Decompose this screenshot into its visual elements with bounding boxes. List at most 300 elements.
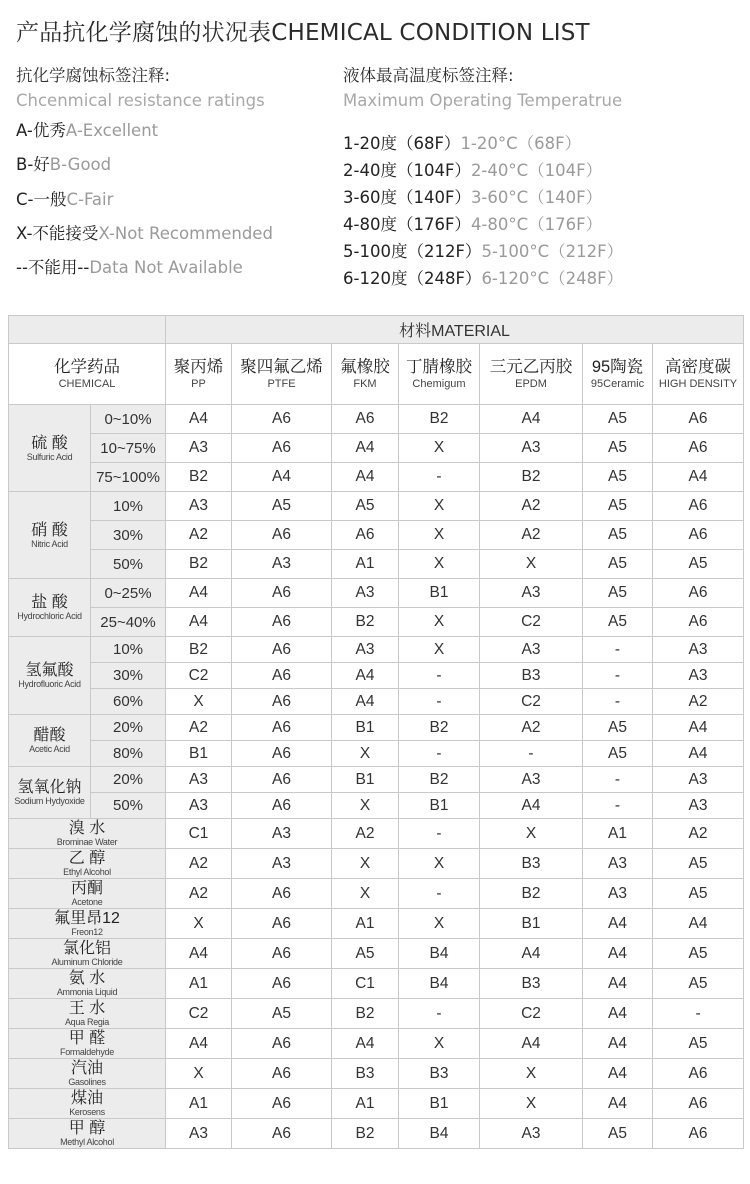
rating-cell: X: [399, 637, 480, 663]
rating-cell: X: [399, 608, 480, 637]
rating-cell: B2: [166, 550, 232, 579]
rating-cell: A4: [232, 463, 332, 492]
rating-cell: A4: [583, 1089, 653, 1119]
rating-cell: A6: [653, 1119, 744, 1149]
rating-cell: -: [583, 767, 653, 793]
rating-cell: A4: [583, 999, 653, 1029]
rating-cell: -: [399, 741, 480, 767]
rating-cell: A3: [232, 849, 332, 879]
rating-cell: B2: [166, 463, 232, 492]
rating-cell: A1: [332, 909, 399, 939]
page-title: 产品抗化学腐蚀的状况表CHEMICAL CONDITION LIST: [16, 20, 590, 46]
rating-cell: -: [399, 663, 480, 689]
rating-cell: X: [399, 492, 480, 521]
table-row: [9, 741, 744, 767]
chemical-name-zh: 汽油: [70, 1060, 103, 1077]
chemical-name-cell: [9, 1029, 166, 1059]
rating-cell: A3: [480, 1119, 583, 1149]
chemical-name-en: Ammonia Liquid: [56, 987, 118, 997]
rating-cell: B1: [480, 909, 583, 939]
temperature-legend-item: [343, 211, 623, 238]
chemical-name-zh: 氟里昂12: [54, 910, 120, 927]
resistance-legend-item: [16, 251, 273, 285]
rating-cell: B4: [399, 939, 480, 969]
rating-cell: C2: [480, 608, 583, 637]
concentration-cell: 80%: [91, 741, 166, 767]
temperature-legend-heading: 液体最高温度标签注释:: [343, 66, 514, 85]
rating-cell: -: [399, 463, 480, 492]
chemical-name-cell: [9, 939, 166, 969]
rating-cell: B1: [332, 767, 399, 793]
rating-cell: A6: [232, 1059, 332, 1089]
rating-cell: B2: [480, 879, 583, 909]
chemical-name-zh: 乙 醇: [68, 850, 106, 867]
table-row: [9, 463, 744, 492]
concentration-cell: 50%: [91, 550, 166, 579]
rating-cell: A6: [232, 793, 332, 819]
table-row: [9, 939, 744, 969]
table-row: [9, 1059, 744, 1089]
rating-cell: A5: [583, 405, 653, 434]
chemical-name-en: Aluminum Chloride: [51, 957, 123, 967]
chemical-name-en: Ethyl Alcohol: [63, 867, 111, 877]
rating-cell: A4: [332, 663, 399, 689]
rating-cell: B2: [399, 715, 480, 741]
rating-cell: X: [480, 1059, 583, 1089]
rating-cell: C1: [332, 969, 399, 999]
rating-cell: B3: [332, 1059, 399, 1089]
rating-cell: A6: [332, 521, 399, 550]
resistance-legend: [16, 64, 273, 285]
rating-cell: A2: [480, 715, 583, 741]
rating-cell: A6: [232, 521, 332, 550]
rating-cell: A6: [232, 741, 332, 767]
temperature-legend-item-en: 2-40°C（104F）: [470, 161, 603, 180]
rating-cell: A6: [653, 521, 744, 550]
chemical-name-zh: 王 水: [68, 1000, 106, 1017]
material-column-header: [232, 344, 332, 405]
rating-cell: A6: [232, 1029, 332, 1059]
rating-cell: A4: [583, 969, 653, 999]
rating-cell: A6: [232, 579, 332, 608]
rating-cell: -: [583, 637, 653, 663]
resistance-legend-item-zh: B-好: [16, 155, 50, 175]
rating-cell: A6: [232, 1089, 332, 1119]
rating-cell: A4: [653, 463, 744, 492]
chemical-name-en: Sulfuric Acid: [26, 451, 73, 462]
rating-cell: C2: [166, 999, 232, 1029]
rating-cell: A5: [583, 579, 653, 608]
rating-cell: A6: [653, 492, 744, 521]
rating-cell: X: [166, 689, 232, 715]
rating-cell: X: [332, 879, 399, 909]
rating-cell: A2: [480, 492, 583, 521]
rating-cell: A3: [653, 663, 744, 689]
temperature-legend-item-en: 3-60°C（140F）: [470, 188, 603, 207]
chemical-name-zh: 丙酮: [70, 880, 103, 897]
chemical-resistance-table: [8, 315, 744, 1149]
temperature-legend-item-en: 6-120°C（248F）: [481, 269, 624, 288]
rating-cell: X: [480, 1089, 583, 1119]
rating-cell: C2: [480, 999, 583, 1029]
chemical-name-zh: 氢氧化钠: [17, 779, 82, 796]
resistance-legend-subheading: Chcenmical resistance ratings: [16, 91, 265, 110]
rating-cell: A3: [583, 849, 653, 879]
rating-cell: A5: [583, 434, 653, 463]
table-row: [9, 1119, 744, 1149]
temperature-legend-item: [343, 130, 623, 157]
rating-cell: B2: [332, 999, 399, 1029]
table-row: [9, 793, 744, 819]
rating-cell: A4: [480, 939, 583, 969]
temperature-legend-item-en: 5-100°C（212F）: [481, 242, 624, 261]
temperature-legend-item-zh: 3-60度（140F）: [343, 188, 471, 207]
rating-cell: A2: [653, 819, 744, 849]
rating-cell: A6: [232, 1119, 332, 1149]
rating-cell: A6: [232, 879, 332, 909]
rating-cell: -: [399, 999, 480, 1029]
chemical-name-cell: [9, 909, 166, 939]
table-row: [9, 521, 744, 550]
table-row: [9, 969, 744, 999]
rating-cell: A5: [583, 715, 653, 741]
resistance-legend-item: [16, 148, 273, 182]
material-name-zh: 高密度碳: [665, 358, 732, 376]
rating-cell: X: [332, 793, 399, 819]
rating-cell: B2: [399, 405, 480, 434]
resistance-legend-item-zh: X-不能接受: [16, 223, 99, 243]
chemical-name-en: Gasolines: [68, 1077, 106, 1087]
material-column-header: [399, 344, 480, 405]
rating-cell: A2: [166, 849, 232, 879]
temperature-legend-item-zh: 4-80度（176F）: [343, 215, 471, 234]
temperature-legend-item: [343, 184, 623, 211]
rating-cell: -: [399, 879, 480, 909]
rating-cell: C1: [166, 819, 232, 849]
chemical-name-en: Hydrofluoric Acid: [18, 679, 81, 689]
table-row: [9, 405, 744, 434]
rating-cell: A6: [332, 405, 399, 434]
rating-cell: X: [399, 909, 480, 939]
rating-cell: A4: [332, 463, 399, 492]
table-row: [9, 550, 744, 579]
rating-cell: A5: [653, 1029, 744, 1059]
rating-cell: X: [480, 550, 583, 579]
chemical-name-en: Formaldehyde: [60, 1047, 114, 1057]
chemical-name-zh: 醋酸: [33, 727, 66, 744]
rating-cell: A4: [653, 741, 744, 767]
chemical-name-en: Acetic Acid: [29, 744, 70, 754]
rating-cell: A4: [653, 715, 744, 741]
rating-cell: A6: [232, 715, 332, 741]
table-row: [9, 608, 744, 637]
chemical-name-zh: 煤油: [70, 1090, 103, 1107]
material-column-header: [480, 344, 583, 405]
rating-cell: A2: [166, 879, 232, 909]
resistance-legend-item: [16, 217, 273, 251]
chemical-name-cell: [9, 1089, 166, 1119]
rating-cell: A3: [480, 434, 583, 463]
rating-cell: C2: [166, 663, 232, 689]
rating-cell: A3: [332, 637, 399, 663]
rating-cell: X: [399, 521, 480, 550]
temperature-legend-item-en: 4-80°C（176F）: [470, 215, 603, 234]
rating-cell: A4: [332, 1029, 399, 1059]
rating-cell: A5: [583, 608, 653, 637]
material-column-header: [332, 344, 399, 405]
rating-cell: A6: [653, 608, 744, 637]
chemical-name-zh: 硫 酸: [31, 434, 68, 452]
rating-cell: B3: [480, 849, 583, 879]
concentration-cell: 20%: [91, 715, 166, 741]
temperature-legend-item-zh: 1-20度（68F）: [343, 134, 461, 153]
chemical-name-en: Aqua Regia: [64, 1017, 110, 1027]
chemical-name-cell: [9, 767, 91, 819]
rating-cell: A5: [232, 999, 332, 1029]
rating-cell: A2: [166, 715, 232, 741]
rating-cell: A4: [166, 579, 232, 608]
rating-cell: A4: [332, 689, 399, 715]
rating-cell: A4: [480, 793, 583, 819]
chemical-name-zh: 氨 水: [68, 970, 106, 987]
material-column-header: [583, 344, 653, 405]
chemical-name-cell: [9, 637, 91, 715]
chemical-name-cell: [9, 492, 91, 579]
material-name-en: HIGH DENSITY: [658, 378, 738, 390]
rating-cell: B2: [480, 463, 583, 492]
resistance-legend-item-en: Data Not Available: [89, 258, 243, 278]
rating-cell: X: [166, 1059, 232, 1089]
rating-cell: B4: [399, 969, 480, 999]
material-name-zh: 聚四氟乙烯: [240, 358, 323, 376]
rating-cell: A1: [332, 550, 399, 579]
material-name-zh: 95陶瓷: [591, 358, 644, 376]
resistance-legend-item-zh: --不能用--: [16, 258, 90, 278]
rating-cell: -: [480, 741, 583, 767]
chemical-header-en: CHEMICAL: [58, 378, 116, 390]
rating-cell: A5: [232, 492, 332, 521]
rating-cell: -: [583, 663, 653, 689]
concentration-cell: 20%: [91, 767, 166, 793]
chemical-name-en: Kerosens: [69, 1107, 105, 1117]
rating-cell: A4: [166, 1029, 232, 1059]
rating-cell: A6: [232, 767, 332, 793]
rating-cell: A5: [332, 939, 399, 969]
chemical-name-cell: [9, 969, 166, 999]
temperature-legend-item: [343, 265, 623, 292]
temperature-legend-subheading: Maximum Operating Temperatrue: [343, 91, 623, 110]
rating-cell: A1: [332, 1089, 399, 1119]
rating-cell: B1: [332, 715, 399, 741]
rating-cell: A2: [480, 521, 583, 550]
rating-cell: A5: [653, 550, 744, 579]
rating-cell: A3: [480, 579, 583, 608]
rating-cell: A6: [232, 434, 332, 463]
rating-cell: A6: [232, 939, 332, 969]
table-row: [9, 579, 744, 608]
resistance-legend-item-en: C-Fair: [66, 189, 114, 209]
rating-cell: A4: [166, 608, 232, 637]
rating-cell: -: [653, 999, 744, 1029]
rating-cell: A5: [583, 463, 653, 492]
rating-cell: B2: [332, 1119, 399, 1149]
material-name-en: FKM: [353, 378, 377, 390]
rating-cell: A5: [332, 492, 399, 521]
table-row: [9, 637, 744, 663]
rating-cell: B2: [166, 637, 232, 663]
material-column-header: [653, 344, 744, 405]
material-name-zh: 聚丙烯: [173, 358, 224, 376]
header-spacer: [9, 316, 166, 344]
rating-cell: A3: [653, 793, 744, 819]
temperature-legend-item-zh: 2-40度（104F）: [343, 161, 471, 180]
material-name-en: PP: [191, 378, 206, 390]
chemical-name-en: Acetone: [71, 897, 103, 907]
material-name-en: EPDM: [515, 378, 547, 390]
rating-cell: A4: [583, 1029, 653, 1059]
concentration-cell: 0~10%: [91, 405, 166, 434]
rating-cell: B2: [399, 767, 480, 793]
chemical-name-cell: [9, 819, 166, 849]
rating-cell: X: [399, 1029, 480, 1059]
rating-cell: X: [332, 849, 399, 879]
chemical-name-en: Sodium Hydyoxide: [14, 796, 85, 806]
resistance-legend-heading: 抗化学腐蚀标签注释:: [16, 66, 171, 85]
rating-cell: -: [399, 689, 480, 715]
table-row: [9, 689, 744, 715]
chemical-name-zh: 溴 水: [68, 820, 106, 837]
table-row: [9, 492, 744, 521]
table-row: [9, 767, 744, 793]
chemical-name-en: Hydrochloric Acid: [17, 611, 82, 621]
resistance-legend-item-en: A-Excellent: [65, 121, 159, 140]
chemical-name-zh: 甲 醇: [68, 1120, 106, 1137]
resistance-legend-item: [16, 114, 273, 148]
chemical-name-en: Nitric Acid: [31, 538, 68, 549]
rating-cell: A3: [166, 1119, 232, 1149]
temperature-legend-item-en: 1-20°C（68F）: [460, 134, 582, 153]
rating-cell: A1: [583, 819, 653, 849]
table-row: [9, 819, 744, 849]
rating-cell: A4: [332, 434, 399, 463]
rating-cell: A3: [480, 767, 583, 793]
resistance-legend-item-zh: C-一般: [16, 189, 67, 209]
material-name-zh: 丁腈橡胶: [406, 358, 472, 376]
rating-cell: A4: [583, 909, 653, 939]
resistance-legend-item-en: X-Not Recommended: [98, 223, 273, 243]
table-row: [9, 879, 744, 909]
rating-cell: A1: [166, 1089, 232, 1119]
chemical-name-cell: [9, 579, 91, 637]
rating-cell: A3: [166, 434, 232, 463]
rating-cell: -: [399, 819, 480, 849]
rating-cell: A3: [653, 767, 744, 793]
rating-cell: A6: [653, 1059, 744, 1089]
rating-cell: A6: [232, 608, 332, 637]
chemical-name-cell: [9, 999, 166, 1029]
rating-cell: A6: [232, 689, 332, 715]
material-name-zh: 氟橡胶: [340, 358, 390, 376]
rating-cell: A6: [232, 663, 332, 689]
table-row: [9, 1089, 744, 1119]
table-row: [9, 999, 744, 1029]
concentration-cell: 10%: [91, 637, 166, 663]
chemical-name-zh: 硝 酸: [31, 521, 68, 539]
table-row: [9, 1029, 744, 1059]
material-name-en: 95Ceramic: [590, 378, 645, 390]
rating-cell: A5: [583, 550, 653, 579]
rating-cell: A6: [653, 434, 744, 463]
rating-cell: A5: [653, 879, 744, 909]
table-row: [9, 434, 744, 463]
rating-cell: A3: [332, 579, 399, 608]
rating-cell: A3: [583, 879, 653, 909]
rating-cell: A4: [480, 1029, 583, 1059]
rating-cell: A5: [583, 492, 653, 521]
temperature-legend-item: [343, 238, 623, 265]
rating-cell: B3: [399, 1059, 480, 1089]
chemical-name-cell: [9, 849, 166, 879]
rating-cell: A3: [480, 637, 583, 663]
rating-cell: A5: [583, 521, 653, 550]
rating-cell: A6: [232, 969, 332, 999]
rating-cell: A6: [653, 405, 744, 434]
concentration-cell: 60%: [91, 689, 166, 715]
column-header-row: [9, 344, 744, 405]
rating-cell: A3: [166, 767, 232, 793]
rating-cell: B1: [399, 579, 480, 608]
rating-cell: X: [399, 434, 480, 463]
rating-cell: A2: [332, 819, 399, 849]
chemical-column-header: [9, 344, 166, 405]
rating-cell: A6: [232, 405, 332, 434]
rating-cell: A5: [653, 969, 744, 999]
rating-cell: B3: [480, 969, 583, 999]
rating-cell: A5: [583, 1119, 653, 1149]
rating-cell: X: [332, 741, 399, 767]
chemical-name-zh: 盐 酸: [31, 594, 68, 611]
concentration-cell: 10~75%: [91, 434, 166, 463]
rating-cell: A2: [166, 521, 232, 550]
concentration-cell: 10%: [91, 492, 166, 521]
rating-cell: C2: [480, 689, 583, 715]
chemical-header-zh: 化学药品: [54, 358, 120, 376]
rating-cell: A3: [166, 793, 232, 819]
rating-cell: A1: [166, 969, 232, 999]
rating-cell: A6: [232, 637, 332, 663]
rating-cell: -: [583, 689, 653, 715]
rating-cell: A4: [480, 405, 583, 434]
chemical-name-cell: [9, 879, 166, 909]
rating-cell: A4: [583, 939, 653, 969]
chemical-name-en: Brominae Water: [56, 837, 118, 847]
rating-cell: A4: [166, 405, 232, 434]
resistance-legend-item-zh: A-优秀: [16, 121, 66, 140]
rating-cell: B4: [399, 1119, 480, 1149]
chemical-name-cell: [9, 1059, 166, 1089]
resistance-legend-item-en: B-Good: [49, 155, 112, 175]
table-row: [9, 849, 744, 879]
chemical-name-en: Freon12: [71, 927, 103, 937]
material-name-en: PTFE: [267, 378, 296, 390]
chemical-name-cell: [9, 405, 91, 492]
material-header: 材料MATERIAL: [166, 316, 744, 344]
rating-cell: -: [583, 793, 653, 819]
rating-cell: A6: [653, 579, 744, 608]
rating-cell: A4: [583, 1059, 653, 1089]
temperature-legend-item-zh: 5-100度（212F）: [343, 242, 482, 261]
concentration-cell: 25~40%: [91, 608, 166, 637]
